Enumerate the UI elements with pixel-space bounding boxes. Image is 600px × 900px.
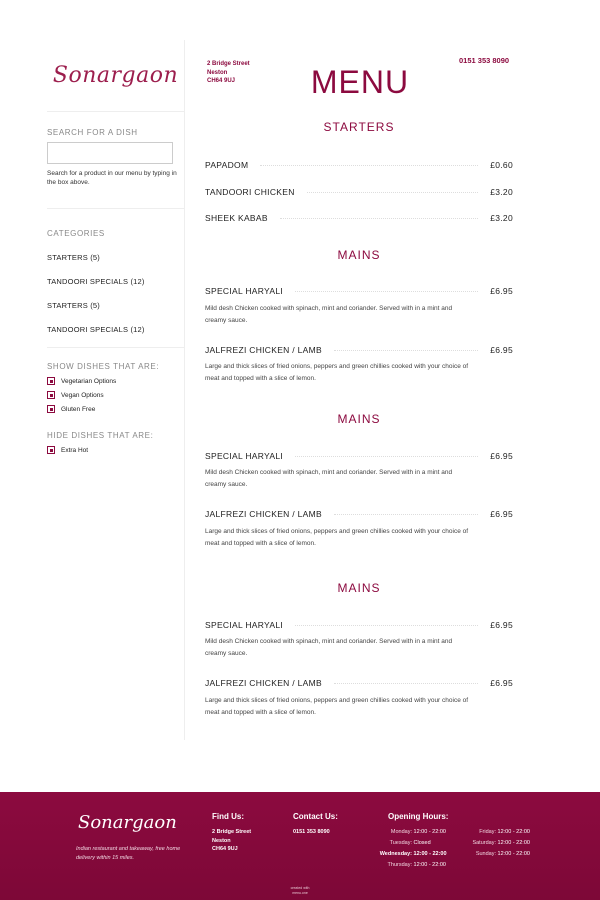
credit-line: created with — [290, 886, 310, 890]
dotted-leader — [260, 165, 478, 166]
item-price: £6.95 — [490, 286, 513, 296]
hours-time: 12:00 - 22:00 — [497, 840, 530, 846]
credit[interactable] — [285, 886, 315, 896]
item-name: SPECIAL HARYALI — [205, 286, 284, 296]
address-line: Neston — [212, 837, 231, 844]
section-title: MAINS — [337, 248, 381, 262]
search-heading: SEARCH FOR A DISH — [47, 128, 138, 137]
item-name: PAPADOM — [205, 160, 249, 170]
dotted-leader — [334, 350, 478, 351]
filter-vegetarian[interactable] — [47, 377, 184, 385]
item-price: £3.20 — [490, 213, 513, 223]
categories-heading: CATEGORIES — [47, 229, 105, 238]
footer-logo[interactable]: Sonargaon — [78, 812, 177, 833]
menu-item[interactable] — [205, 187, 513, 197]
filter-label: Vegan Options — [61, 391, 104, 399]
address-line: 2 Bridge Street — [212, 829, 252, 835]
item-description: Large and thick slices of fried onions, peppers and green chillies cooked with your choice of meat and topped with a slice of lemon. — [205, 363, 469, 382]
item-price: £0.60 — [490, 160, 513, 170]
dotted-leader — [334, 514, 478, 515]
opening-hours-heading: Opening Hours: — [388, 812, 449, 821]
hours-row — [360, 862, 446, 868]
hours-time: 12:00 - 22:00 — [413, 862, 446, 868]
category-link[interactable]: TANDOORI SPECIALS (12) — [47, 325, 145, 334]
hours-row — [452, 851, 530, 857]
header-phone[interactable]: 0151 353 8090 — [459, 56, 510, 65]
menu-item[interactable] — [205, 345, 513, 355]
category-link[interactable]: STARTERS (5) — [47, 301, 100, 310]
checkbox[interactable] — [47, 446, 55, 454]
hide-dishes-heading: HIDE DISHES THAT ARE: — [47, 431, 154, 440]
dotted-leader — [280, 218, 478, 219]
hours-row-today — [360, 851, 447, 857]
hours-day: Friday: — [479, 829, 496, 835]
search-help-text: Search for a product in our menu by typing in the box above. — [47, 170, 177, 186]
dotted-leader — [295, 625, 478, 626]
item-name: TANDOORI CHICKEN — [205, 187, 295, 197]
item-price: £6.95 — [490, 620, 513, 630]
filter-label: Extra Hot — [61, 446, 89, 454]
section-title: STARTERS — [323, 120, 395, 134]
item-description: Mild desh Chicken cooked with spinach, mint and coriander. Served with in a mint and creamy sauce. — [205, 305, 453, 324]
item-price: £6.95 — [490, 678, 513, 688]
hours-day: Thursday: — [387, 862, 412, 868]
menu-item[interactable] — [205, 678, 513, 688]
dotted-leader — [334, 683, 478, 684]
hours-day: Monday: — [390, 829, 412, 835]
section-title: MAINS — [337, 412, 381, 426]
menu-item[interactable] — [205, 509, 513, 519]
filter-label: Gluten Free — [61, 405, 96, 413]
hours-time: Closed — [413, 840, 431, 846]
contact-heading: Contact Us: — [293, 812, 338, 821]
categories-block — [47, 209, 184, 348]
hours-row — [452, 829, 530, 835]
dotted-leader — [307, 192, 479, 193]
filter-extra-hot[interactable] — [47, 446, 184, 454]
hours-time: 12:00 - 22:00 — [497, 829, 530, 835]
hours-day: Tuesday: — [389, 840, 412, 846]
menu-item[interactable] — [205, 451, 513, 461]
logo[interactable]: Sonargaon — [52, 63, 179, 88]
sidebar-logo-container — [47, 40, 184, 112]
item-price: £6.95 — [490, 345, 513, 355]
category-link[interactable]: STARTERS (5) — [47, 253, 100, 262]
find-us-heading: Find Us: — [212, 812, 244, 821]
find-us-address — [212, 828, 251, 854]
sidebar — [47, 40, 185, 740]
contact-phone[interactable]: 0151 353 8090 — [293, 829, 330, 835]
page-title: MENU — [310, 64, 410, 100]
hours-day: Sunday: — [475, 851, 496, 857]
address-line: 2 Bridge Street — [207, 61, 250, 67]
address-line: CH64 9UJ — [207, 78, 236, 84]
item-description: Large and thick slices of fried onions, peppers and green chillies cooked with your choice of meat and topped with a slice of lemon. — [205, 528, 469, 547]
menu-item[interactable] — [205, 286, 513, 296]
menu-item[interactable] — [205, 160, 513, 170]
checkbox[interactable] — [47, 405, 55, 413]
item-name: JALFREZI CHICKEN / LAMB — [205, 509, 322, 519]
section-title: MAINS — [337, 581, 381, 595]
hours-day: Saturday: — [472, 840, 496, 846]
hours-row — [452, 840, 530, 846]
checkbox[interactable] — [47, 377, 55, 385]
item-price: £6.95 — [490, 509, 513, 519]
item-name: JALFREZI CHICKEN / LAMB — [205, 345, 322, 355]
item-description: Mild desh Chicken cooked with spinach, mint and coriander. Served with in a mint and creamy sauce. — [205, 638, 453, 657]
item-price: £3.20 — [490, 187, 513, 197]
menu-item[interactable] — [205, 213, 513, 223]
address-line: Neston — [207, 69, 228, 76]
address-line: CH64 9UJ — [212, 846, 238, 852]
item-description: Large and thick slices of fried onions, peppers and green chillies cooked with your choice of meat and topped with a slice of lemon. — [205, 697, 469, 716]
dotted-leader — [295, 291, 478, 292]
hours-time: 12:00 - 22:00 — [413, 851, 447, 857]
filter-gluten-free[interactable] — [47, 405, 184, 413]
hours-time: 12:00 - 22:00 — [497, 851, 530, 857]
filter-vegan[interactable] — [47, 391, 184, 399]
item-name: SPECIAL HARYALI — [205, 620, 284, 630]
show-dishes-heading: SHOW DISHES THAT ARE: — [47, 362, 160, 371]
dotted-leader — [295, 456, 478, 457]
checkbox[interactable] — [47, 391, 55, 399]
footer-tagline: Indian restaurant and takeaway, free home delivery within 15 miles. — [76, 846, 181, 861]
item-name: SPECIAL HARYALI — [205, 451, 284, 461]
hours-row — [360, 840, 431, 846]
category-link[interactable]: TANDOORI SPECIALS (12) — [47, 277, 145, 286]
search-input[interactable] — [47, 142, 173, 164]
credit-brand: menu.one — [292, 891, 308, 895]
search-block — [47, 112, 184, 209]
item-price: £6.95 — [490, 451, 513, 461]
hours-time: 12:00 - 22:00 — [413, 829, 446, 835]
hours-day: Wednesday: — [379, 851, 412, 857]
footer — [0, 792, 600, 900]
filter-label: Vegetarian Options — [61, 377, 117, 385]
hours-row — [360, 829, 446, 835]
menu-item[interactable] — [205, 620, 513, 630]
item-name: JALFREZI CHICKEN / LAMB — [205, 678, 322, 688]
item-description: Mild desh Chicken cooked with spinach, mint and coriander. Served with in a mint and creamy sauce. — [205, 469, 453, 488]
item-name: SHEEK KABAB — [205, 213, 268, 223]
filter-block — [47, 348, 184, 454]
